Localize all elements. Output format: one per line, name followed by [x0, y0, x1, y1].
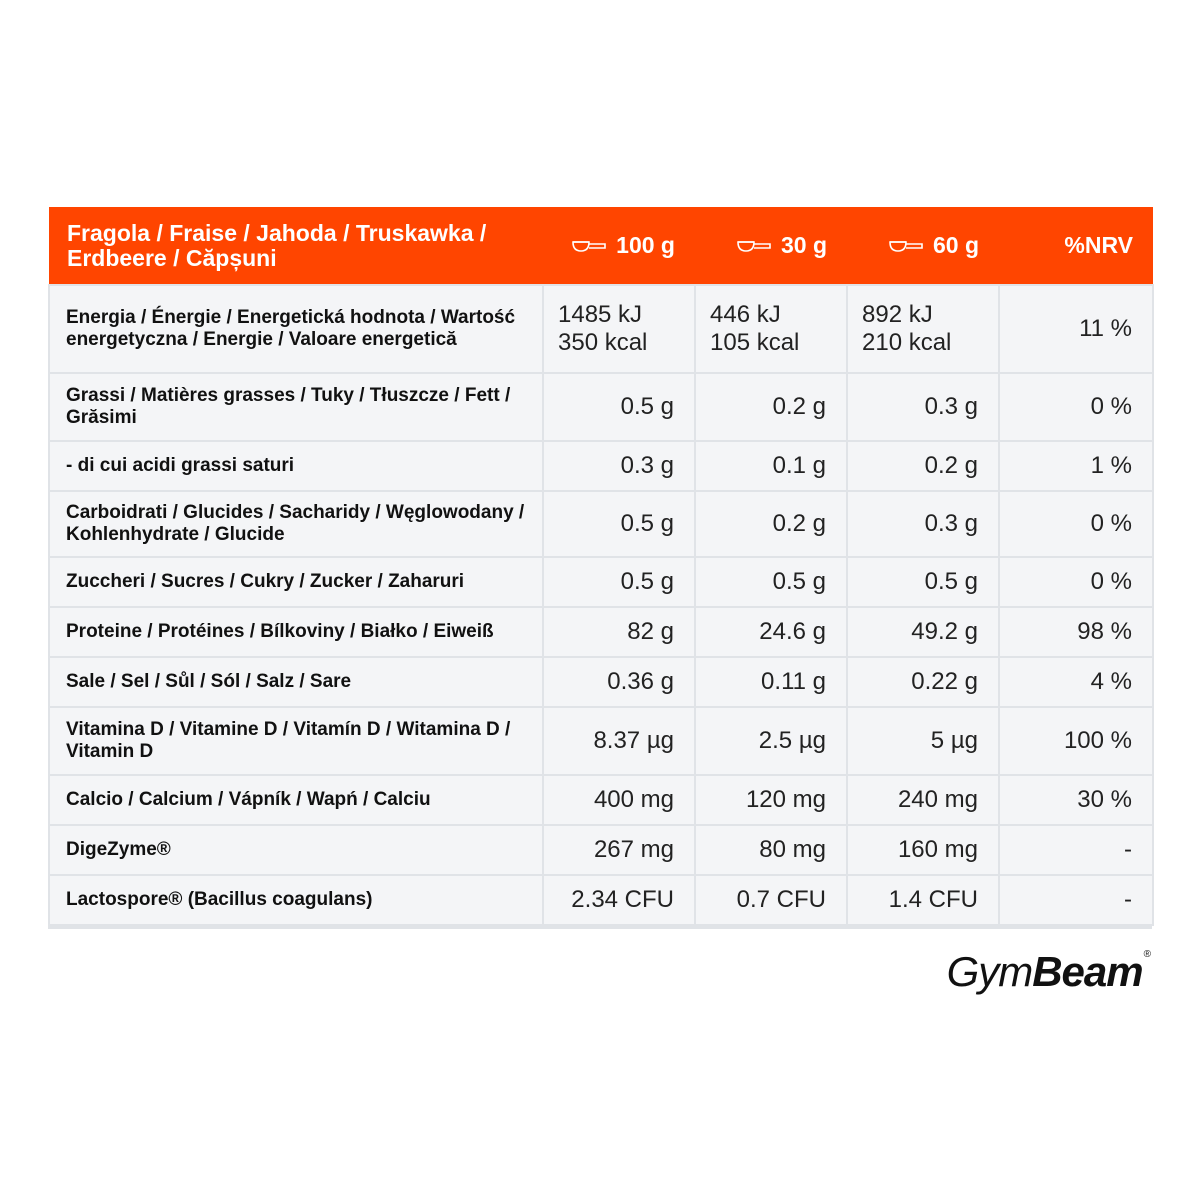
- table-row-carbohydrates: [49, 491, 1153, 557]
- cell-100g: 0.3 g: [543, 441, 695, 491]
- cell-60g: 0.22 g: [847, 657, 999, 707]
- cell-30g: [695, 285, 847, 373]
- row-label: Carboidrati / Glucides / Sacharidy / Węglowodany / Kohlenhydrate / Glucide: [49, 491, 543, 557]
- cell-100g: [543, 285, 695, 373]
- scoop-icon: [889, 237, 923, 253]
- cell-nrv: 30 %: [999, 775, 1153, 825]
- table-row-vitamin-d: [49, 707, 1153, 775]
- cell-nrv: 98 %: [999, 607, 1153, 657]
- gymbeam-logo: [947, 948, 1150, 996]
- cell-nrv: 0 %: [999, 491, 1153, 557]
- flavor-header: Fragola / Fraise / Jahoda / Truskawka / Erdbeere / Căpșuni: [67, 219, 487, 271]
- serving-100g-header: [543, 207, 695, 285]
- cell-value-kj: 1485 kJ: [558, 301, 643, 328]
- cell-30g: 0.2 g: [695, 491, 847, 557]
- row-label: Lactospore® (Bacillus coagulans): [49, 875, 543, 925]
- cell-value-kcal: 350 kcal: [558, 329, 648, 356]
- serving-100g-label: 100 g: [616, 232, 675, 258]
- row-label: Grassi / Matières grasses / Tuky / Tłuszcze / Fett / Grăsimi: [49, 373, 543, 441]
- cell-30g: 0.5 g: [695, 557, 847, 607]
- row-label: Vitamina D / Vitamine D / Vitamín D / Witamina D / Vitamin D: [49, 707, 543, 775]
- table-row-lactospore: [49, 875, 1153, 925]
- scoop-icon: [737, 237, 771, 253]
- cell-nrv: -: [999, 875, 1153, 925]
- cell-100g: 0.5 g: [543, 491, 695, 557]
- cell-30g: 2.5 µg: [695, 707, 847, 775]
- cell-value-kj: 446 kJ: [710, 301, 781, 328]
- table-body: [49, 285, 1153, 925]
- table-row-fat: [49, 373, 1153, 441]
- cell-value-kcal: 105 kcal: [710, 329, 800, 356]
- cell-100g: 8.37 µg: [543, 707, 695, 775]
- cell-100g: 0.5 g: [543, 373, 695, 441]
- logo-registered-mark: ®: [1143, 949, 1150, 960]
- cell-30g: 80 mg: [695, 825, 847, 875]
- row-label: Energia / Énergie / Energetická hodnota / Wartość energetyczna / Energie / Valoare energetică: [49, 285, 543, 373]
- serving-60g-label: 60 g: [932, 232, 979, 258]
- cell-nrv: 0 %: [999, 557, 1153, 607]
- cell-60g: 240 mg: [847, 775, 999, 825]
- serving-60g-header: [847, 207, 999, 285]
- cell-60g: 49.2 g: [847, 607, 999, 657]
- cell-100g: 2.34 CFU: [543, 875, 695, 925]
- table-row-energy: [49, 285, 1153, 373]
- scoop-icon: [572, 237, 606, 253]
- row-label: DigeZyme®: [49, 825, 543, 875]
- cell-60g: [847, 285, 999, 373]
- nutrition-table: [48, 207, 1154, 926]
- cell-60g: 0.3 g: [847, 491, 999, 557]
- cell-100g: 0.36 g: [543, 657, 695, 707]
- table-header: [49, 207, 1153, 285]
- row-label: Zuccheri / Sucres / Cukry / Zucker / Zaharuri: [49, 557, 543, 607]
- table-bottom-rule: [48, 926, 1152, 929]
- cell-100g: 0.5 g: [543, 557, 695, 607]
- cell-60g: 0.2 g: [847, 441, 999, 491]
- row-label: Proteine / Protéines / Bílkoviny / Białko / Eiweiß: [49, 607, 543, 657]
- table-row-sugars: [49, 557, 1153, 607]
- table-row-saturates: [49, 441, 1153, 491]
- cell-100g: 267 mg: [543, 825, 695, 875]
- cell-60g: 5 µg: [847, 707, 999, 775]
- header-row: [49, 207, 1153, 285]
- cell-nrv: 11 %: [999, 285, 1153, 373]
- cell-30g: 0.7 CFU: [695, 875, 847, 925]
- cell-nrv: 100 %: [999, 707, 1153, 775]
- logo-gym: Gym: [946, 948, 1033, 995]
- cell-30g: 24.6 g: [695, 607, 847, 657]
- cell-30g: 0.11 g: [695, 657, 847, 707]
- cell-60g: 1.4 CFU: [847, 875, 999, 925]
- table-row-digezyme: [49, 825, 1153, 875]
- row-label: Calcio / Calcium / Vápník / Wapń / Calciu: [49, 775, 543, 825]
- cell-value-kcal: 210 kcal: [862, 329, 952, 356]
- logo-beam: Beam: [1032, 948, 1143, 995]
- row-label: Sale / Sel / Sůl / Sól / Salz / Sare: [49, 657, 543, 707]
- cell-60g: 0.5 g: [847, 557, 999, 607]
- serving-30g-header: [695, 207, 847, 285]
- cell-30g: 0.1 g: [695, 441, 847, 491]
- cell-nrv: 1 %: [999, 441, 1153, 491]
- cell-60g: 160 mg: [847, 825, 999, 875]
- row-label: - di cui acidi grassi saturi: [49, 441, 543, 491]
- table-row-protein: [49, 607, 1153, 657]
- cell-value-kj: 892 kJ: [862, 301, 933, 328]
- nrv-header: %NRV: [1064, 232, 1133, 258]
- table-row-calcium: [49, 775, 1153, 825]
- cell-100g: 400 mg: [543, 775, 695, 825]
- serving-30g-label: 30 g: [780, 232, 827, 258]
- cell-nrv: 0 %: [999, 373, 1153, 441]
- cell-60g: 0.3 g: [847, 373, 999, 441]
- table-row-salt: [49, 657, 1153, 707]
- cell-30g: 0.2 g: [695, 373, 847, 441]
- cell-30g: 120 mg: [695, 775, 847, 825]
- cell-nrv: -: [999, 825, 1153, 875]
- cell-100g: 82 g: [543, 607, 695, 657]
- cell-nrv: 4 %: [999, 657, 1153, 707]
